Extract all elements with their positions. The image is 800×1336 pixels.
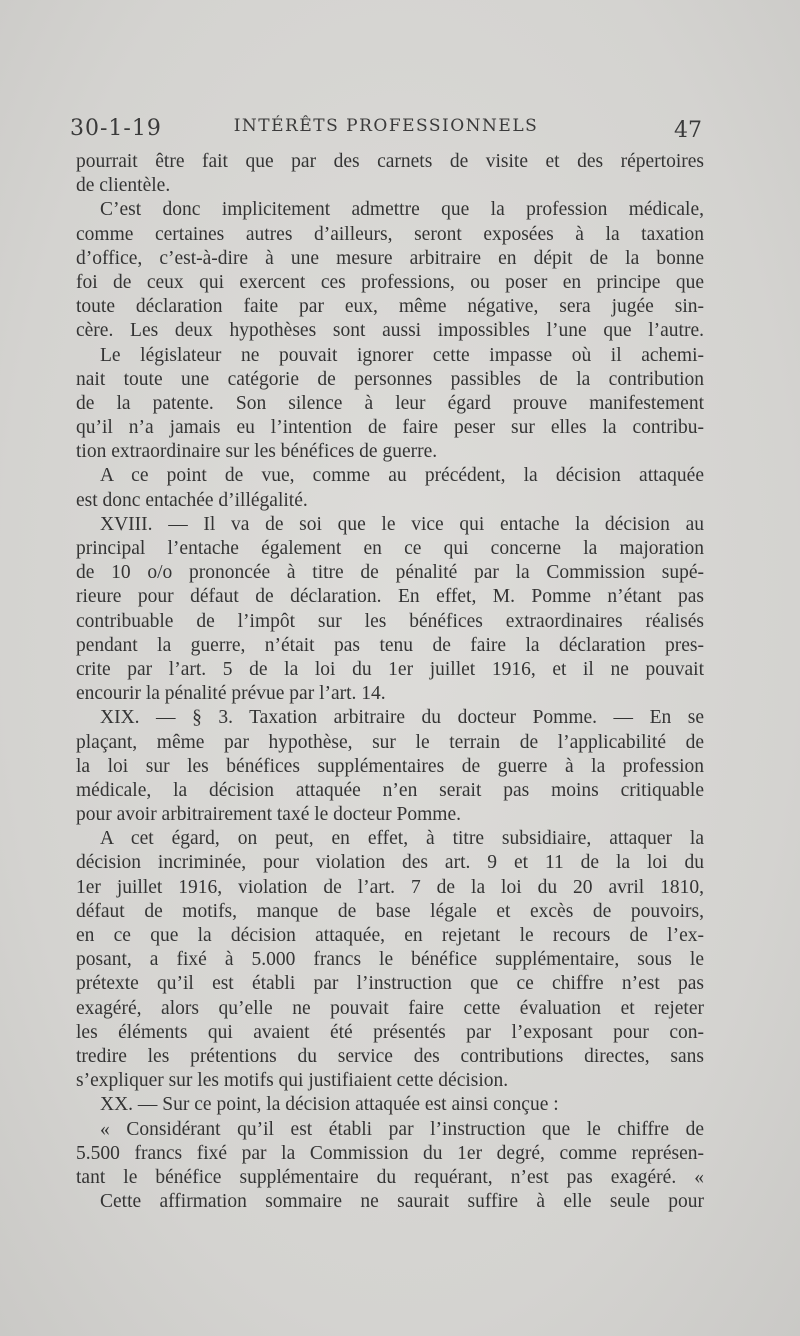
- text-line: XIX. — § 3. Taxation arbitraire du docteur Pomme. — En se: [100, 707, 704, 729]
- text-line: est donc entachée d’illégalité.: [76, 489, 308, 511]
- text-line: cère. Les deux hypothèses sont aussi impossibles l’une que l’autre.: [76, 320, 704, 342]
- text-line: foi de ceux qui exercent ces professions, ou poser en principe que: [76, 271, 704, 293]
- text-line: rieure pour défaut de déclaration. En effet, M. Pomme n’étant pas: [76, 586, 704, 608]
- text-line: prétexte qu’il est établi par l’instruction que ce chiffre n’est pas: [76, 973, 704, 995]
- text-line: posant, a fixé à 5.000 francs le bénéfice supplémentaire, sous le: [76, 949, 704, 971]
- text-line: d’office, c’est-à-dire à une mesure arbitraire en dépit de la bonne: [76, 247, 704, 269]
- text-line: défaut de motifs, manque de base légale et excès de pouvoirs,: [76, 900, 704, 922]
- text-line: « Considérant qu’il est établi par l’instruction que le chiffre de: [100, 1118, 704, 1140]
- text-line: contribuable de l’impôt sur les bénéfices extraordinaires réalisés: [76, 610, 704, 632]
- text-line: toute déclaration faite par eux, même négative, sera jugée sin-: [76, 296, 704, 318]
- text-line: pour avoir arbitrairement taxé le docteur Pomme.: [76, 804, 461, 826]
- body-text: [76, 150, 704, 1214]
- text-line: 5.500 francs fixé par la Commission du 1er degré, comme représen-: [76, 1142, 704, 1164]
- text-line: de 10 o/o prononcée à titre de pénalité par la Commission supé-: [76, 562, 704, 584]
- text-line: décision incriminée, pour violation des art. 9 et 11 de la loi du: [76, 852, 704, 874]
- text-line: tant le bénéfice supplémentaire du requérant, n’est pas exagéré. «: [76, 1166, 704, 1188]
- text-line: plaçant, même par hypothèse, sur le terrain de l’applicabilité de: [76, 731, 704, 753]
- text-line: C’est donc implicitement admettre que la profession médicale,: [100, 199, 704, 221]
- text-line: crite par l’art. 5 de la loi du 1er juillet 1916, et il ne pouvait: [76, 658, 704, 680]
- text-line: principal l’entache également en ce qui concerne la majoration: [76, 538, 704, 559]
- text-line: XVIII. — Il va de soi que le vice qui entache la décision au: [100, 513, 704, 535]
- text-line: Cette affirmation sommaire ne saurait suffire à elle seule pour: [100, 1191, 704, 1213]
- text-line: XX. — Sur ce point, la décision attaquée est ainsi conçue :: [100, 1094, 559, 1116]
- text-line: de clientèle.: [76, 175, 171, 197]
- text-line: A cet égard, on peut, en effet, à titre subsidiaire, attaquer la: [100, 828, 704, 850]
- text-line: qu’il n’a jamais eu l’intention de faire peser sur elles la contribu-: [76, 417, 704, 439]
- text-line: tredire les prétentions du service des contributions directes, sans: [76, 1045, 704, 1067]
- text-line: les éléments qui avaient été présentés par l’exposant pour con-: [76, 1021, 704, 1043]
- text-line: s’expliquer sur les motifs qui justifiaient cette décision.: [76, 1070, 509, 1092]
- header-date: 30-1-19: [70, 116, 162, 141]
- text-line: tion extraordinaire sur les bénéfices de guerre.: [76, 441, 438, 463]
- header-title: INTÉRÊTS PROFESSIONNELS: [233, 116, 539, 136]
- running-header: [70, 112, 702, 142]
- text-line: comme certaines autres d’ailleurs, seront exposées à la taxation: [76, 223, 704, 245]
- text-line: la loi sur les bénéfices supplémentaires de guerre à la profession: [76, 755, 704, 777]
- text-line: A ce point de vue, comme au précédent, la décision attaquée: [100, 465, 704, 487]
- text-line: médicale, la décision attaquée n’en serait pas moins critiquable: [76, 779, 704, 801]
- text-line: exagéré, alors qu’elle ne pouvait faire cette évaluation et rejeter: [76, 997, 704, 1019]
- text-line: pourrait être fait que par des carnets de visite et des répertoires: [76, 151, 704, 172]
- text-line: Le législateur ne pouvait ignorer cette impasse où il achemi-: [100, 344, 704, 366]
- text-line: nait toute une catégorie de personnes passibles de la contribution: [76, 368, 704, 390]
- text-line: pendant la guerre, n’était pas tenu de faire la déclaration pres-: [76, 634, 704, 656]
- text-line: encourir la pénalité prévue par l’art. 14.: [76, 683, 386, 705]
- page-number: 47: [674, 118, 702, 143]
- text-line: en ce que la décision attaquée, en rejetant le recours de l’ex-: [76, 925, 704, 946]
- text-line: de la patente. Son silence à leur égard prouve manifestement: [76, 392, 704, 414]
- text-line: 1er juillet 1916, violation de l’art. 7 de la loi du 20 avril 1810,: [76, 876, 704, 898]
